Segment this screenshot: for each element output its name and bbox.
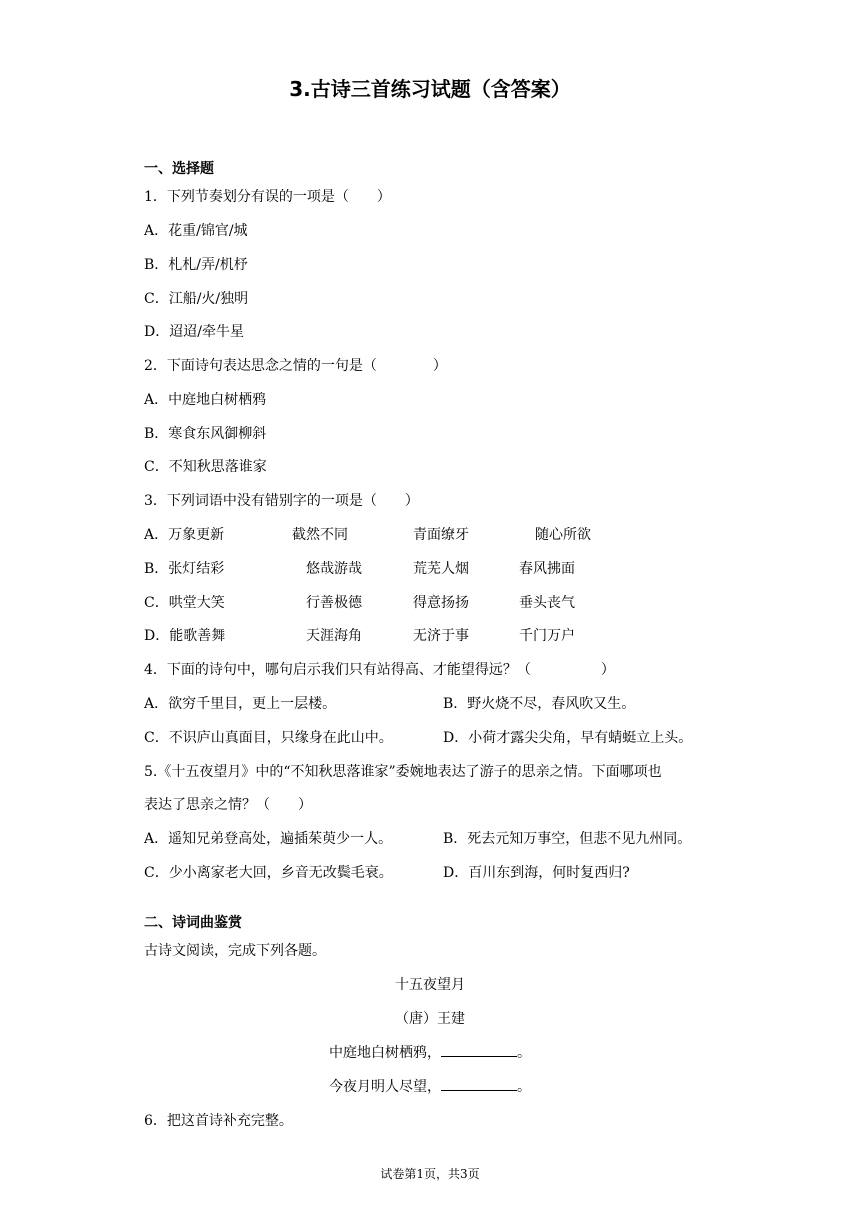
poem-title: 十五夜望月 <box>395 977 465 993</box>
word-group: B．张灯结彩 <box>144 561 225 577</box>
option-text: B．死去元知万事空，但悲不见九州同。 <box>443 831 692 847</box>
question-1-option-d: D．迢迢/牵牛星 <box>144 324 244 340</box>
question-6-stem: 6．把这首诗补充完整。 <box>144 1113 293 1129</box>
question-1-option-c: C．江船/火/独明 <box>144 291 249 307</box>
option-text: A．欲穷千里目，更上一层楼。 <box>144 696 337 712</box>
question-3-stem: 3．下列词语中没有错别字的一项是（ ） <box>144 493 419 509</box>
section-heading-choice: 一、选择题 <box>144 161 214 177</box>
word-group: 随心所欲 <box>535 527 591 543</box>
word-group: A．万象更新 <box>144 527 225 543</box>
question-4-stem: 4．下面的诗句中，哪句启示我们只有站得高、才能望得远？（ ） <box>144 662 615 678</box>
page-footer: 试卷第1页，共3页 <box>380 1167 480 1181</box>
fill-blank[interactable] <box>441 1076 517 1091</box>
reading-instructions: 古诗文阅读，完成下列各题。 <box>144 943 326 959</box>
fill-blank[interactable] <box>441 1042 517 1057</box>
word-group: C．哄堂大笑 <box>144 595 225 611</box>
question-1-stem: 1．下列节奏划分有误的一项是（ ） <box>144 189 391 205</box>
section-heading-appreciation: 二、诗词曲鉴赏 <box>144 915 242 931</box>
word-group: 荒芜人烟 <box>413 561 469 577</box>
word-group: 悠哉游哉 <box>306 561 362 577</box>
poem-line-2 <box>0 1076 860 1096</box>
word-group: 无济于事 <box>413 628 469 644</box>
page-title: 3.古诗三首练习试题（含答案） <box>289 77 571 101</box>
option-text: D．小荷才露尖尖角，早有蜻蜓立上头。 <box>443 730 693 746</box>
word-group: 千门万户 <box>519 628 575 644</box>
word-group: 行善极德 <box>306 595 362 611</box>
word-group: 春风拂面 <box>519 561 575 577</box>
word-group: 青面缭牙 <box>413 527 469 543</box>
option-text: A．遥知兄弟登高处，遍插茱萸少一人。 <box>144 831 393 847</box>
option-text: C．不识庐山真面目，只缘身在此山中。 <box>144 730 393 746</box>
question-2-option-a: A．中庭地白树栖鸦 <box>144 392 267 408</box>
word-group: 截然不同 <box>292 527 348 543</box>
question-1-option-b: B．札札/弄/机杼 <box>144 257 248 273</box>
poem-line-text: 中庭地白树栖鸦， <box>329 1045 441 1061</box>
poem-author: （唐）王建 <box>395 1011 465 1027</box>
question-1-option-a: A．花重/锦官/城 <box>144 223 248 239</box>
word-group: D．能歌善舞 <box>144 628 226 644</box>
question-5-stem-line-2: 表达了思亲之情？（ ） <box>144 797 312 813</box>
period: 。 <box>517 1079 531 1095</box>
poem-line-1 <box>0 1042 860 1062</box>
question-2-option-b: B．寒食东风御柳斜 <box>144 426 267 442</box>
word-group: 垂头丧气 <box>519 595 575 611</box>
option-text: B．野火烧不尽，春风吹又生。 <box>443 696 636 712</box>
question-2-option-c: C．不知秋思落谁家 <box>144 459 267 475</box>
question-5-stem-line-1: 5.《十五夜望月》中的“不知秋思落谁家”委婉地表达了游子的思亲之情。下面哪项也 <box>144 764 662 780</box>
question-2-stem: 2．下面诗句表达思念之情的一句是（ ） <box>144 358 447 374</box>
poem-line-text: 今夜月明人尽望， <box>329 1079 441 1095</box>
period: 。 <box>517 1045 531 1061</box>
option-text: D．百川东到海，何时复西归? <box>443 865 630 881</box>
word-group: 得意扬扬 <box>413 595 469 611</box>
word-group: 天涯海角 <box>306 628 362 644</box>
option-text: C．少小离家老大回，乡音无改鬓毛衰。 <box>144 865 393 881</box>
